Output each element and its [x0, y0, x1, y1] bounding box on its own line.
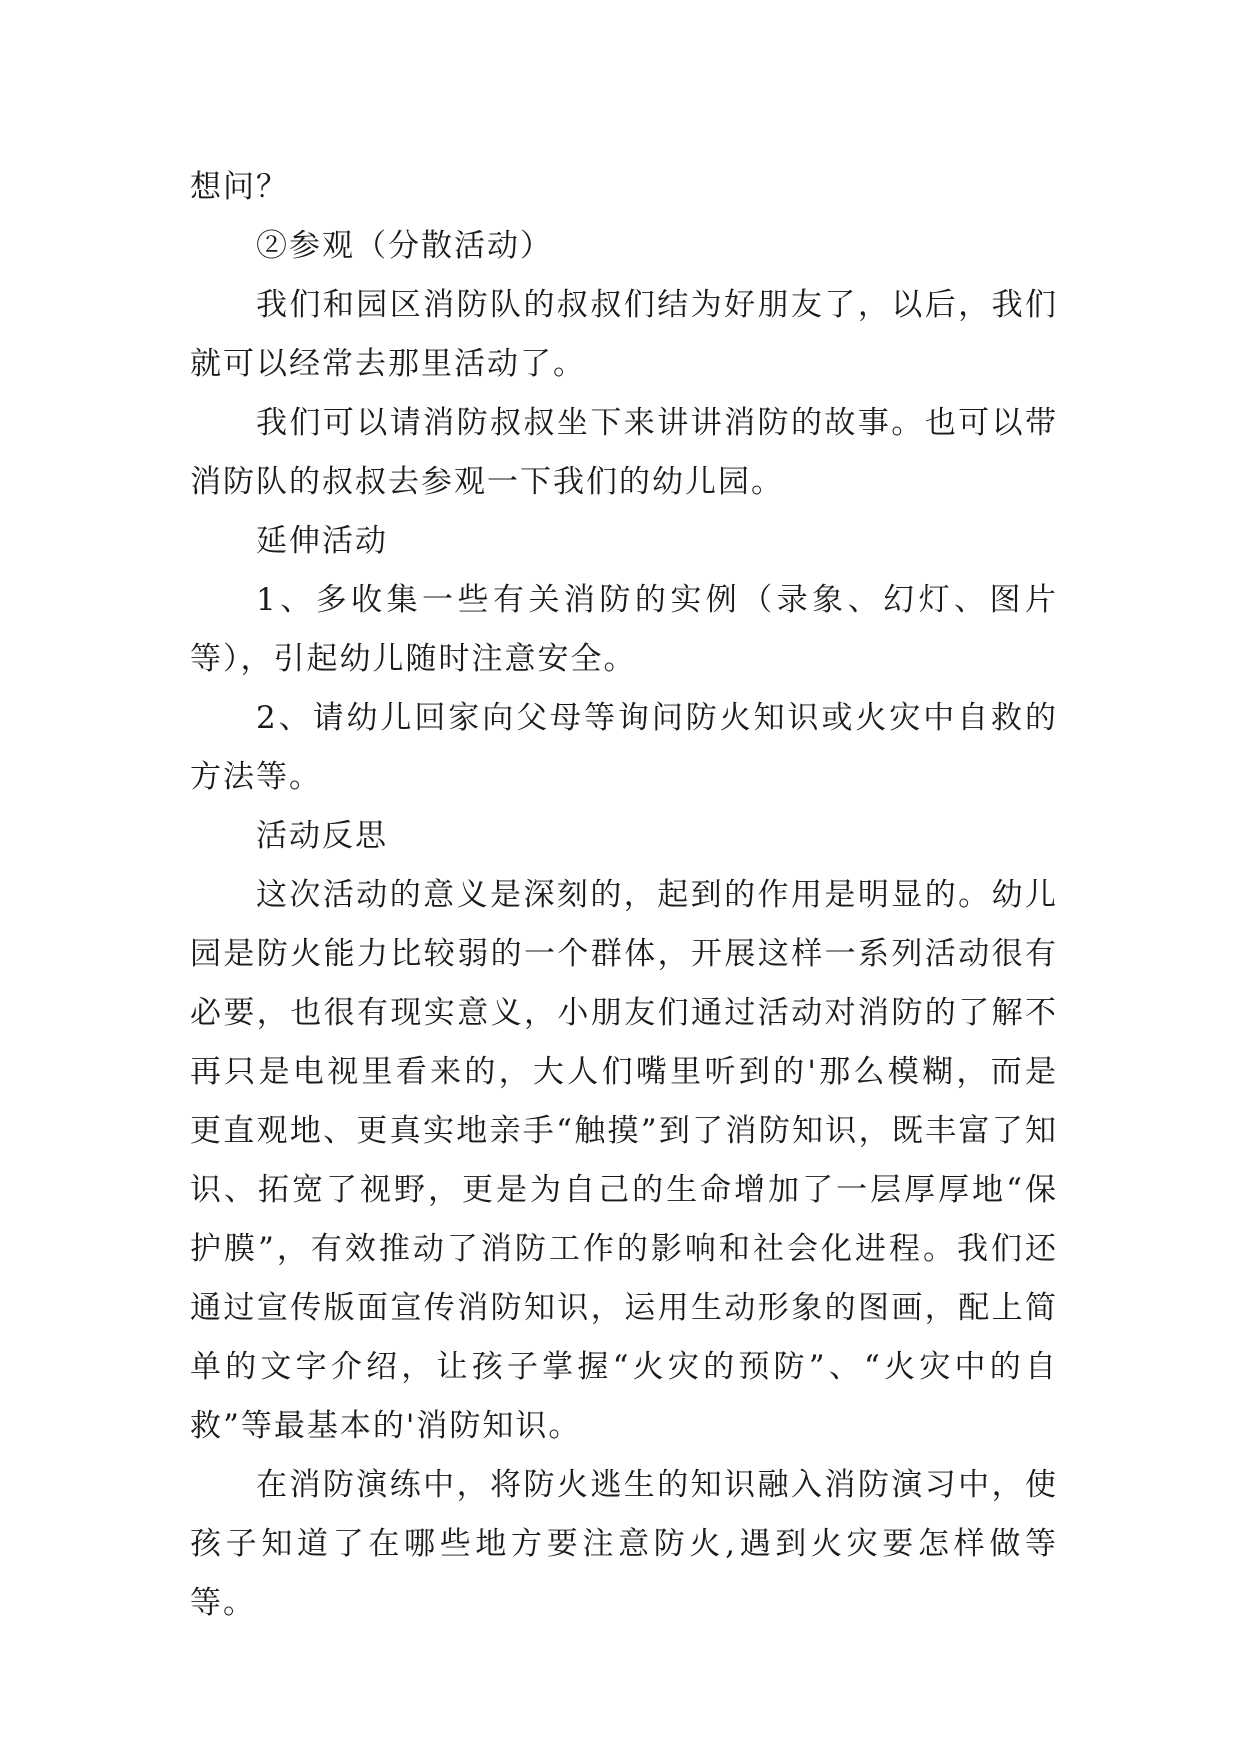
- paragraph-extension-2: 2、请幼儿回家向父母等询问防火知识或火灾中自救的方法等。: [190, 700, 1058, 795]
- paragraph-friends: 我们和园区消防队的叔叔们结为好朋友了，以后，我们就可以经常去那里活动了。: [190, 287, 1058, 382]
- paragraph-visit-heading: ②参观（分散活动）: [256, 228, 553, 264]
- document-page: [190, 158, 1058, 1633]
- paragraph-continuation: 想问？: [190, 169, 289, 205]
- paragraph-drill: 在消防演练中，将防火逃生的知识融入消防演习中，使孩子知道了在哪些地方要注意防火,遇到火灾要怎样做等等。: [190, 1467, 1058, 1621]
- paragraph-extension-1: 1、多收集一些有关消防的实例（录象、幻灯、图片等），引起幼儿随时注意安全。: [190, 582, 1058, 677]
- paragraph-stories: 我们可以请消防叔叔坐下来讲讲消防的故事。也可以带消防队的叔叔去参观一下我们的幼儿园。: [190, 405, 1058, 500]
- paragraph-reflection: 这次活动的意义是深刻的，起到的作用是明显的。幼儿园是防火能力比较弱的一个群体，开展这样一系列活动很有必要，也很有现实意义，小朋友们通过活动对消防的了解不再只是电视里看来的，大人们嘴里听到的'那么模糊，而是更直观地、更真实地亲手“触摸”到了消防知识，既丰富了知识、拓宽了视野，更是为自己的生命增加了一层厚厚地“保护膜”，有效推动了消防工作的影响和社会化进程。我们还通过宣传版面宣传消防知识，运用生动形象的图画，配上简单的文字介绍，让孩子掌握“火灾的预防”、“火灾中的自救”等最基本的'消防知识。: [190, 877, 1058, 1444]
- section-heading-reflection: 活动反思: [256, 818, 388, 854]
- section-heading-extension: 延伸活动: [256, 523, 388, 559]
